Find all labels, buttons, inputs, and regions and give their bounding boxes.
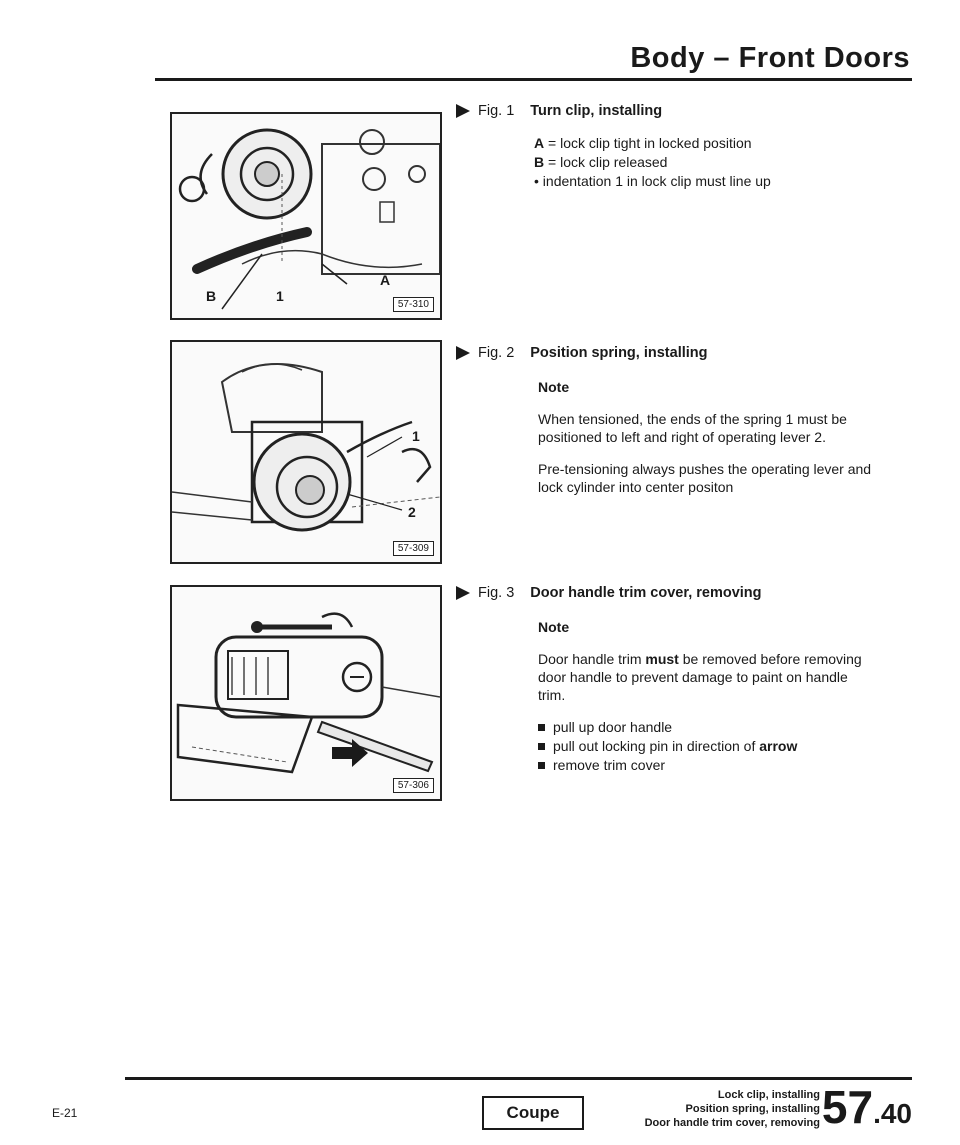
definition-list [534,134,876,190]
figure-1-text [456,102,876,191]
bullet-square-icon [538,724,545,731]
page-title: Body – Front Doors [630,42,910,74]
pointer-arrow-icon [456,346,470,360]
figure-code: 57-309 [393,541,434,556]
figure-2-body [538,378,876,496]
paragraph: When tensioned, the ends of the spring 1 must be positioned to left and right of operating lever 2. [538,411,847,445]
definition-item: B = lock clip released [534,154,668,170]
header-rule [155,78,912,81]
figure-3-heading [456,584,876,602]
definition-item: • indentation 1 in lock clip must line up [534,173,771,189]
figure-1-heading [456,102,876,120]
pointer-arrow-icon [456,586,470,600]
figure-1-illustration [170,112,442,320]
callout-2: 2 [408,504,416,520]
list-item: remove trim cover [538,756,876,774]
paragraph: Door handle trim must be removed before removing door handle to prevent damage to paint on handle trim. [538,651,862,703]
figure-2-heading [456,344,876,362]
page-number: 57.40 [821,1081,912,1133]
note-heading: Note [538,619,570,635]
bullet-square-icon [538,743,545,750]
section-badge: Coupe [482,1096,584,1130]
figure-2-illustration [170,340,442,564]
figure-code: 57-310 [393,297,434,312]
footer-topic: Door handle trim cover, removing [644,1117,820,1129]
position-spring-drawing [172,342,440,562]
figure-title: Door handle trim cover, removing [530,585,762,601]
figure-label: Fig. 1 [478,103,515,119]
figure-2-text [456,344,876,510]
list-item: pull out locking pin in direction of arrow [538,737,876,755]
bullet-square-icon [538,762,545,769]
figure-label: Fig. 3 [478,585,515,601]
note-heading: Note [538,379,570,395]
paragraph: Pre-tensioning always pushes the operating lever and lock cylinder into center positon [538,461,872,495]
figure-3-illustration [170,585,442,801]
definition-item: A = lock clip tight in locked position [534,135,752,151]
footer-topic: Lock clip, installing [717,1089,820,1101]
figure-label: Fig. 2 [478,345,515,361]
figure-title: Position spring, installing [530,345,708,361]
callout-1: 1 [276,288,284,304]
footer-topic-list [600,1088,820,1130]
callout-b: B [206,288,217,304]
figure-3-body [538,618,876,774]
figure-code: 57-306 [393,778,434,793]
callout-1: 1 [412,428,420,444]
pointer-arrow-icon [456,104,470,118]
footer-topic: Position spring, installing [685,1103,820,1115]
callout-a: A [380,272,391,288]
bullet-list [538,718,876,774]
door-handle-trim-drawing [172,587,440,799]
footer-rule [125,1077,912,1080]
figure-3-text [456,584,876,775]
page-id: E-21 [52,1106,78,1120]
figure-title: Turn clip, installing [530,103,663,119]
list-item: pull up door handle [538,718,876,736]
